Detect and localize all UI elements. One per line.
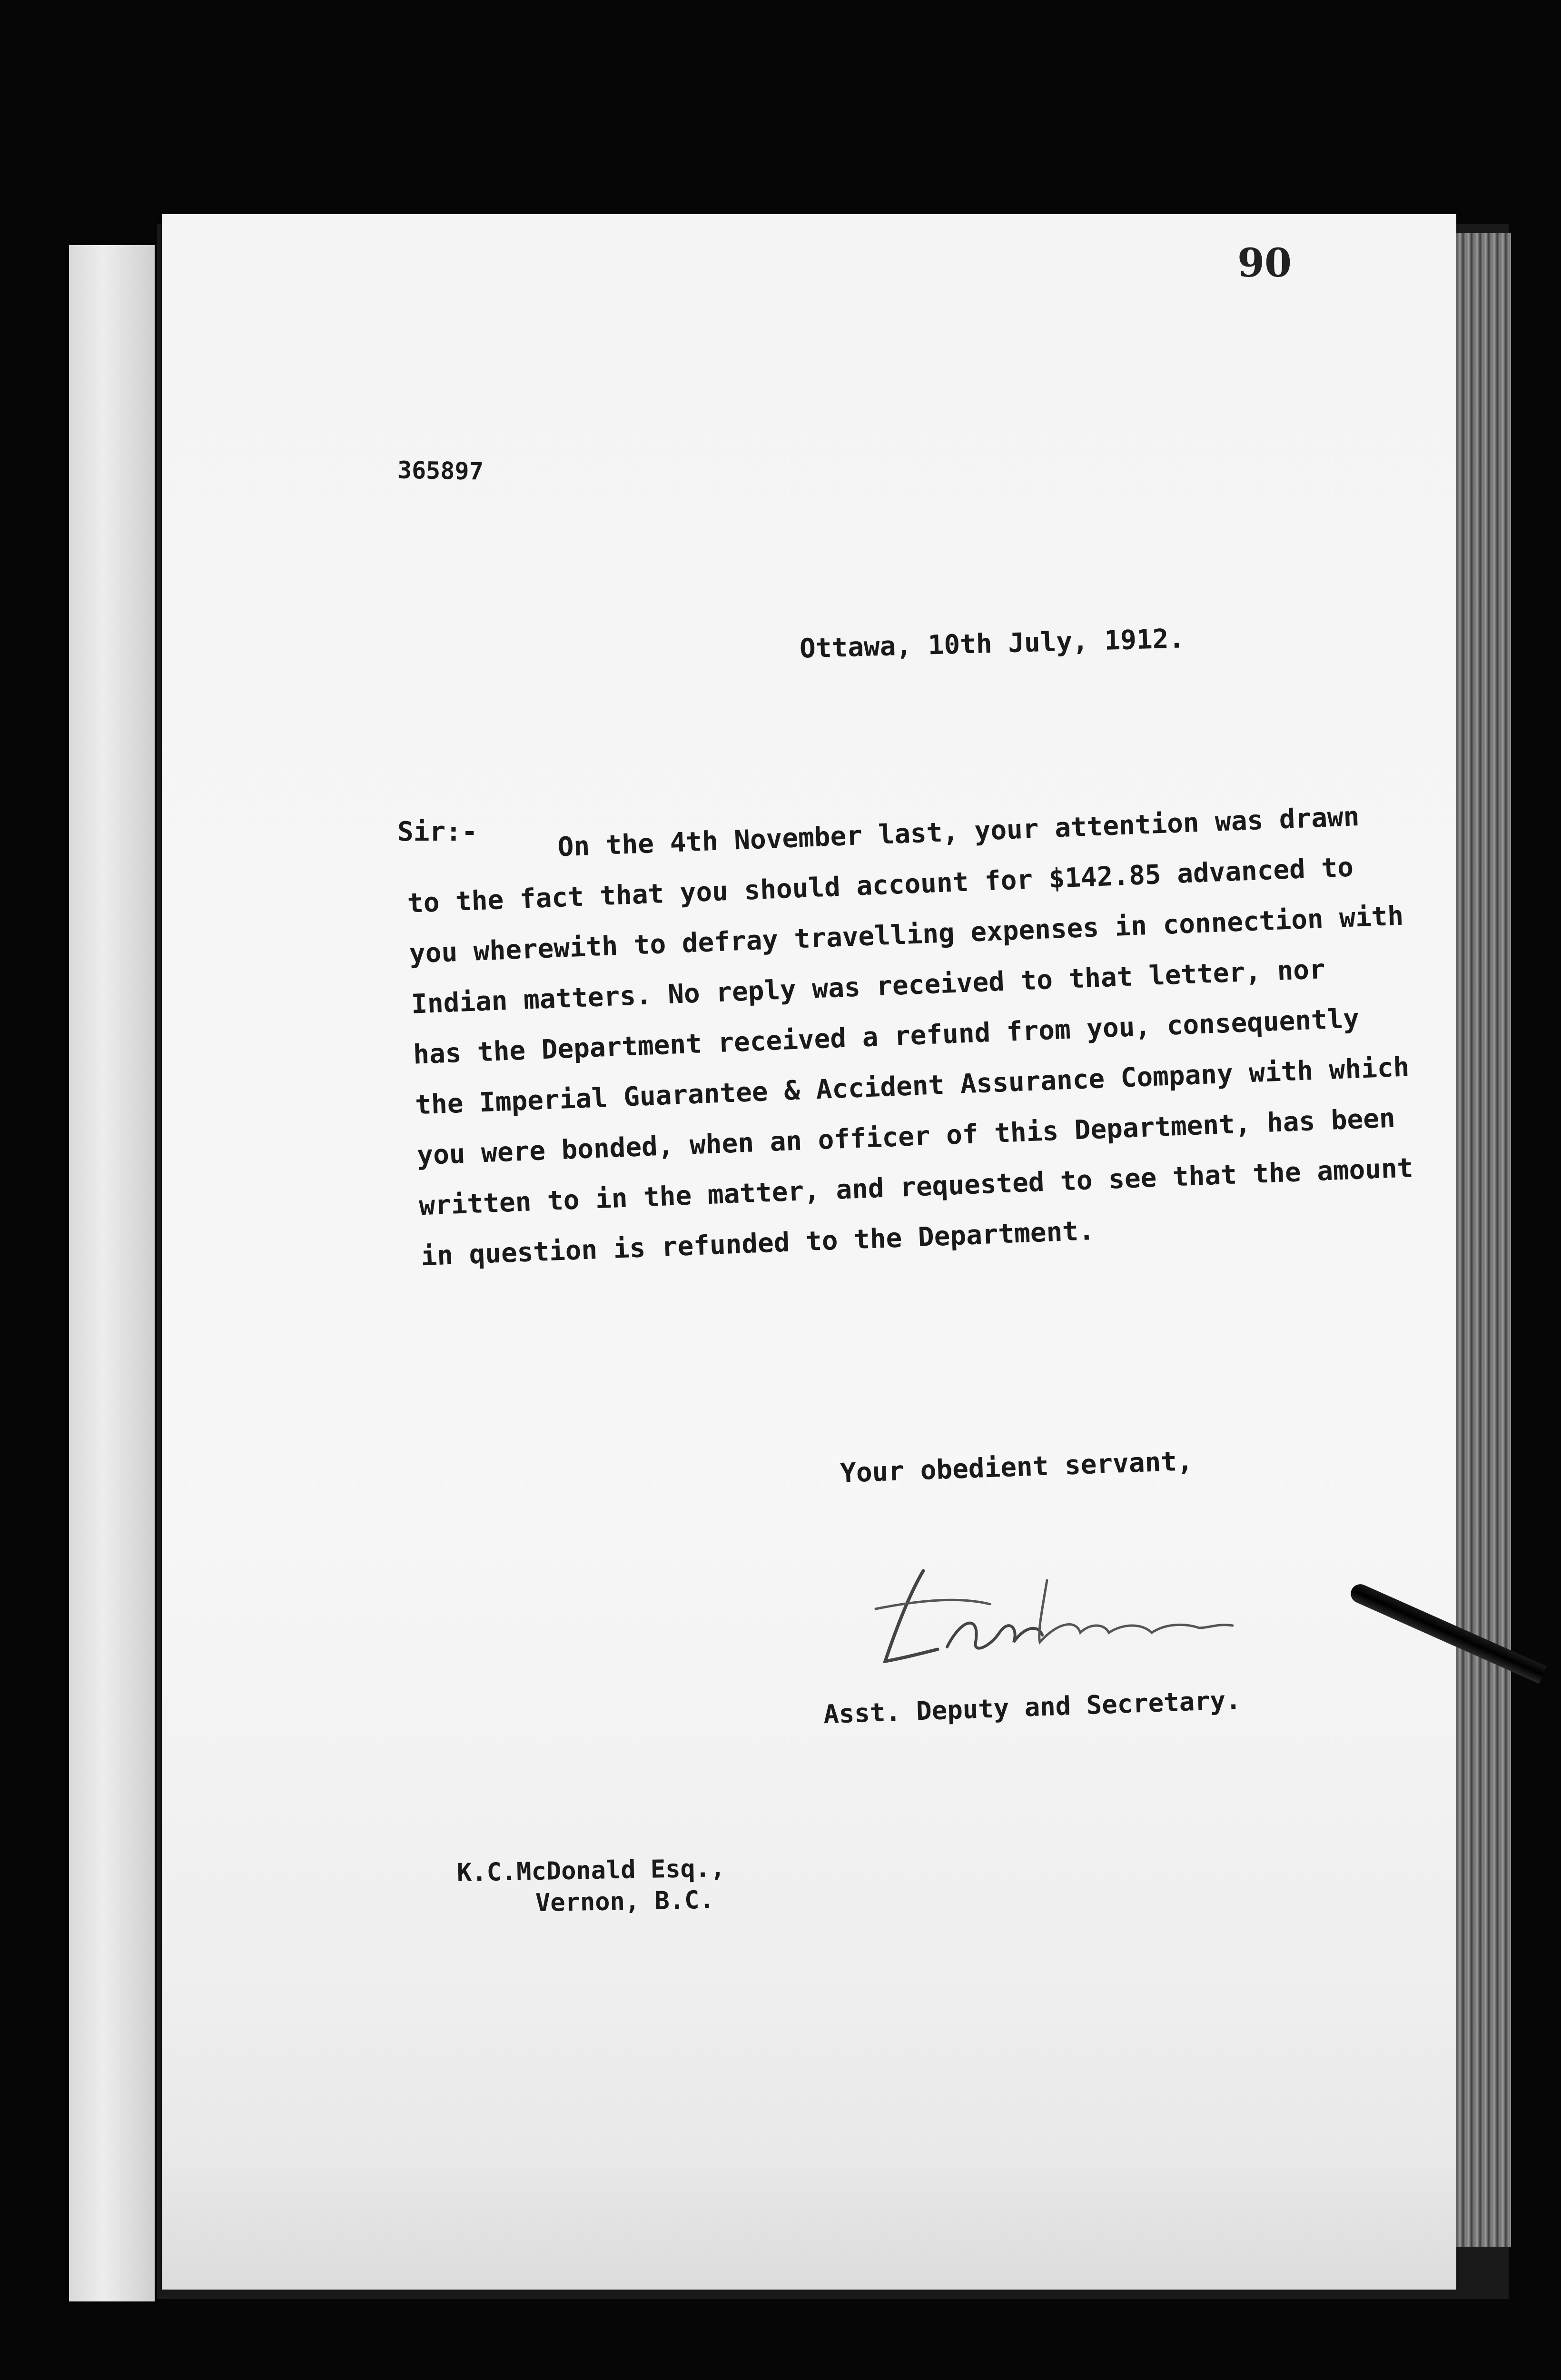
file-number: 365897 [397,456,484,486]
body-line: the Imperial Guarantee & Accident Assurance Company with which [415,1051,1410,1121]
salutation: Sir:- [397,816,478,847]
body-line: Indian matters. No reply was received to that letter, nor [410,953,1326,1020]
addressee-name: K.C.McDonald Esq., [456,1854,726,1887]
handwritten-signature [866,1552,1247,1695]
letter-body [405,792,1414,1282]
body-line: you wherewith to defray travelling expenses in connection with [408,900,1404,970]
dateline: Ottawa, 10th July, 1912. [799,623,1185,664]
body-line: to the fact that you should account for $142.85 advanced to [406,852,1354,919]
body-line: in question is refunded to the Department. [420,1215,1095,1272]
body-line: written to in the matter, and requested to see that the amount [418,1152,1414,1222]
body-line: has the Department received a refund from you, consequently [413,1003,1360,1071]
body-line: you were bonded, when an officer of this Department, has been [416,1102,1396,1171]
signature-title: Asst. Deputy and Secretary. [823,1685,1242,1730]
left-binding-strip [69,245,155,2301]
closing: Your obedient servant, [840,1446,1194,1489]
page-number: 90 [1237,240,1292,286]
page-bottom-fold [162,2152,1456,2290]
body-line: On the 4th November last, your attention was drawn [557,801,1360,863]
addressee-place: Vernon, B.C. [535,1885,715,1918]
